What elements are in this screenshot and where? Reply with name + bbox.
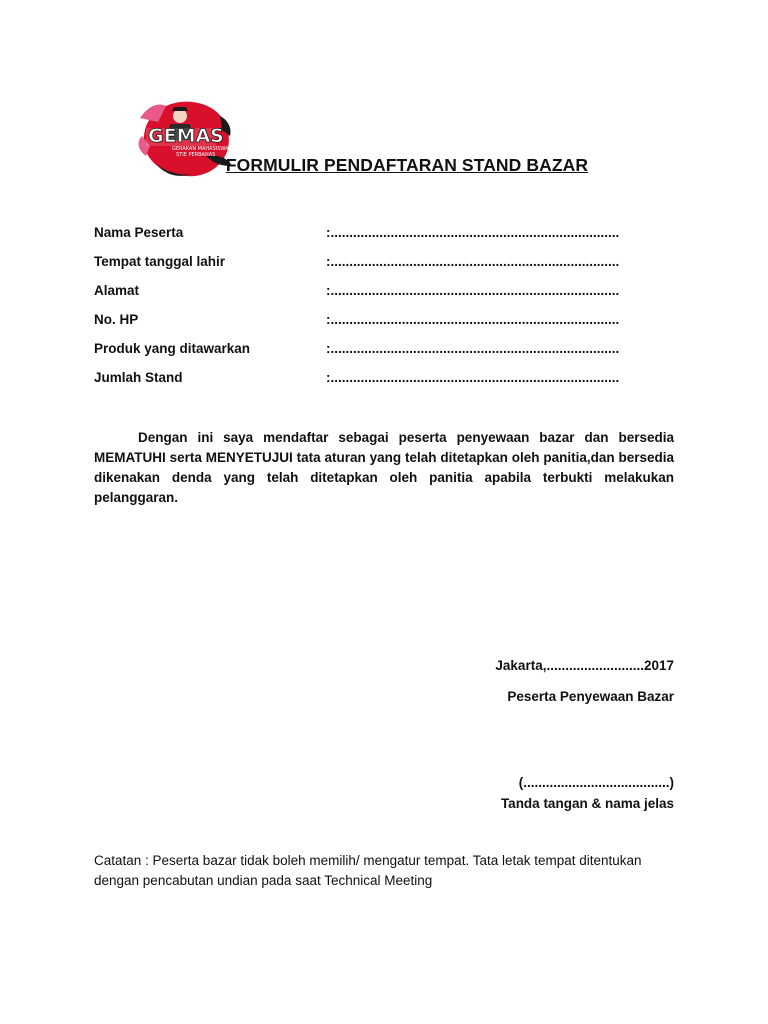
field-label: Tempat tanggal lahir (94, 254, 226, 269)
field-blank: :............................................................................. (326, 225, 620, 240)
field-no-hp (94, 312, 674, 341)
field-label: Produk yang ditawarkan (94, 341, 251, 356)
field-label: Alamat (94, 283, 140, 298)
svg-text:GERAKAN MAHASISWA: GERAKAN MAHASISWA (172, 146, 229, 152)
signature-label: Tanda tangan & nama jelas (500, 796, 674, 811)
form-fields (94, 225, 674, 399)
field-produk (94, 341, 674, 370)
field-blank: :............................................................................. (326, 370, 620, 385)
signature-placeholder: (.......................................) (518, 775, 674, 790)
declaration-paragraph: Dengan ini saya mendaftar sebagai peserta penyewaan bazar dan bersedia MEMATUHI serta MENYETUJUI tata aturan yang telah ditetapkan oleh panitia,dan bersedia dikenakan denda yang telah ditetapkan oleh panitia apabila terbukti melakukan pelanggaran. (94, 430, 674, 505)
participant-label: Peserta Penyewaan Bazar (507, 689, 674, 704)
field-blank: :............................................................................. (326, 254, 620, 269)
field-blank: :............................................................................. (326, 341, 620, 356)
field-blank: :............................................................................. (326, 283, 620, 298)
field-jumlah-stand (94, 370, 674, 399)
svg-text:STIE PERBANAS: STIE PERBANAS (176, 152, 216, 158)
footnote: Catatan : Peserta bazar tidak boleh memilih/ mengatur tempat. Tata letak tempat ditentukan dengan pencabutan undian pada saat Technical Meeting (94, 853, 642, 888)
date-line: Jakarta,..........................2017 (495, 658, 674, 673)
form-title: FORMULIR PENDAFTARAN STAND BAZAR (225, 155, 589, 175)
field-label: Jumlah Stand (94, 370, 183, 385)
field-label: No. HP (94, 312, 139, 327)
svg-text:GEMAS: GEMAS (148, 125, 224, 147)
field-blank: :............................................................................. (326, 312, 620, 327)
field-label: Nama Peserta (94, 225, 184, 240)
field-alamat (94, 283, 674, 312)
field-nama-peserta (94, 225, 674, 254)
field-tempat-tanggal-lahir (94, 254, 674, 283)
